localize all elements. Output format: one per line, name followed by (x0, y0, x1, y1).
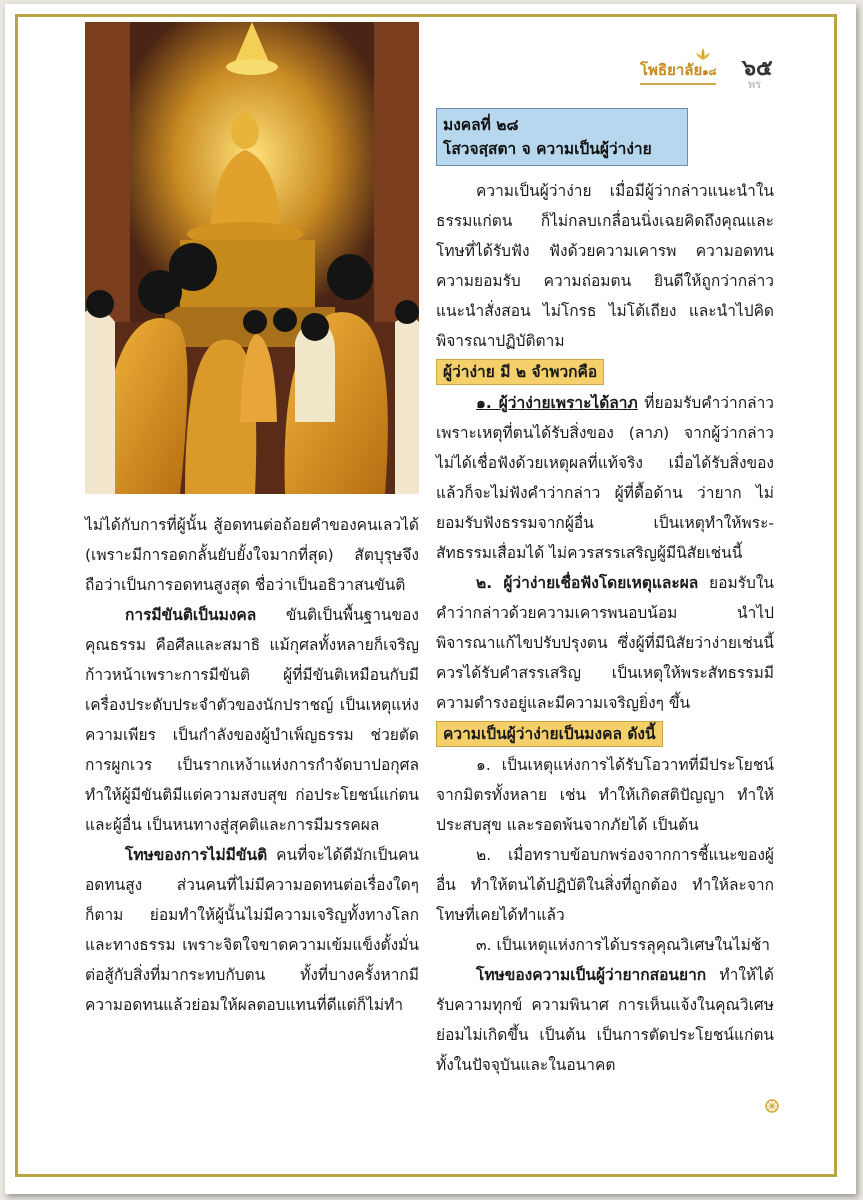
item1-label: ๑. ผู้ว่าง่ายเพราะได้ลาภ (476, 394, 638, 412)
heading-auspicious: ความเป็นผู้ว่าง่ายเป็นมงคล ดังนี้ (436, 721, 663, 747)
buddha-temple-photo (85, 22, 419, 494)
photo-illustration (85, 22, 419, 494)
page-header (640, 40, 780, 90)
no-khanti-heading: โทษของการไม่มีขันติ (125, 846, 268, 864)
section-title-line1: มงคลที่ ๒๘ (443, 116, 519, 134)
heading-two-types: ผู้ว่าง่าย มี ๒ จำพวกคือ (436, 359, 604, 385)
benefit-1: ๑. เป็นเหตุแห่งการได้รับโอวาทที่มีประโยชน์จากมิตรทั้งหลาย เช่น ทำให้เกิดสติปัญญา ทำให้ประสบสุข และรอดพ้นจากภัยได้ เป็นต้น (436, 756, 774, 834)
page-sub-label: พร (748, 78, 762, 91)
khanti-heading: การมีขันติเป็นมงคล (125, 606, 257, 624)
left-paragraph-1: ไม่ได้กับการที่ผู้นั้น สู้อดทนต่อถ้อยคำของคนเลวได้ (เพราะมีการอดกลั้นยับยั้งใจมากที่สุด) สัตบุรุษจึงถือว่าเป็นการอดทนสูงสุด ชื่อว่าเป็นอธิวาสนขันติ (85, 516, 419, 594)
book-title: โพธิยาลัย๑๘ (640, 58, 716, 85)
last-text: ทำให้ได้รับความทุกข์ ความพินาศ การเห็นแจ้งในคุณวิเศษย่อมไม่เกิดขึ้น เป็นต้น เป็นการตัดประโยชน์แก่ตน ทั้งในปัจจุบันและในอนาคต (436, 966, 774, 1074)
no-khanti-text: คนที่จะได้ดีมักเป็นคนอดทนสูง ส่วนคนที่ไม่มีความอดทนต่อเรื่องใดๆ ก็ตาม ย่อมทำให้ผู้นั้นไม่มีความเจริญทั้งทางโลกและทางธรรม เพราะจิตใจขาดความเข้มแข็งตั้งมั่นต่อสู้กับสิ่งที่มากระทบกับตน ทั้งที่บางครั้งหากมีความอดทนแล้วย่อมให้ผลตอบแทนที่ดีแต่ก็ไม่ทำ (85, 846, 419, 1014)
last-paragraph (436, 960, 774, 1080)
page-number: ๖๕ (742, 55, 773, 81)
item2-text: ยอมรับในคำว่ากล่าวด้วยความเคารพนอบน้อม นำไปพิจารณาแก้ไขปรับปรุงตน ซึ่งผู้ที่มีนิสัยว่าง่ายเช่นนี้ควรได้รับคำสรรเสริญ เป็นเหตุให้พระสัทธรรมมีความดำรงอยู่และมีความเจริญยิ่งๆ ขึ้น (436, 574, 774, 712)
section-title-line2: โสวจสฺสตา จ ความเป็นผู้ว่าง่าย (443, 140, 652, 158)
item2-paragraph (436, 568, 774, 718)
section-title-box (436, 108, 688, 166)
left-paragraph-2 (85, 600, 419, 840)
item1-paragraph (436, 388, 774, 568)
lotus-icon (695, 48, 711, 60)
item1-text: ที่ยอมรับคำว่ากล่าวเพราะเหตุที่ตนได้รับสิ่งของ (ลาภ) จากผู้ว่ากล่าว ไม่ได้เชื่อฟังด้วยเหตุผลที่แท้จริง เมื่อได้รับสิ่งของแล้วก็จะไม่ฟังคำว่ากล่าว ผู้ที่ดื้อด้าน ว่ายาก ไม่ยอมรับฟังธรรมจากผู้อื่น เป็นเหตุทำให้พระ-สัทธรรมเสื่อมได้ ไม่ควรสรรเสริญผู้มีนิสัยเช่นนี้ (436, 394, 774, 562)
item2-label: ๒. ผู้ว่าง่ายเชื่อฟังโดยเหตุและผล (476, 574, 699, 592)
dharma-wheel-icon (764, 1098, 780, 1114)
intro-paragraph: ความเป็นผู้ว่าง่าย เมื่อมีผู้ว่ากล่าวแนะนำในธรรมแก่ตน ก็ไม่กลบเกลื่อนนิ่งเฉยคิดถึงคุณและโทษที่ได้รับฟัง ฟังด้วยความเคารพ ความอดทน ความยอมรับ ความถ่อมตน ยินดีให้ถูกว่ากล่าวแนะนำสั่งสอน ไม่โกรธ ไม่โต้เถียง และนำไปคิดพิจารณาปฏิบัติตาม (436, 182, 774, 350)
left-paragraph-3 (85, 840, 419, 1020)
khanti-text: ขันติเป็นพื้นฐานของคุณธรรม คือศีลและสมาธิ แม้กุศลทั้งหลายก็เจริญก้าวหน้าเพราะการมีขันติ ผู้ที่มีขันติเหมือนกับมีเครื่องประดับประจำตัวของนักปราชญ์ เป็นเหตุแห่งความเพียร เป็นกำลังของผู้บำเพ็ญธรรม ช่วยตัดการผูกเวร เป็นรากเหง้าแห่งการกำจัดบาปอกุศล ทำให้ผู้มีขันติมีแต่ความสงบสุข ก่อประโยชน์แก่ตนและผู้อื่น เป็นหนทางสู่สุคติและการมีมรรคผล (85, 606, 419, 834)
last-label: โทษของความเป็นผู้ว่ายากสอนยาก (476, 966, 707, 984)
right-column (436, 176, 774, 1080)
benefit-2: ๒. เมื่อทราบข้อบกพร่องจากการชี้แนะของผู้อื่น ทำให้ตนได้ปฏิบัติในสิ่งที่ถูกต้อง ทำให้ละจากโทษที่เคยได้ทำแล้ว (436, 846, 774, 924)
benefit-3: ๓. เป็นเหตุแห่งการได้บรรลุคุณวิเศษในไม่ช้า (476, 936, 771, 954)
left-column (85, 510, 419, 1020)
